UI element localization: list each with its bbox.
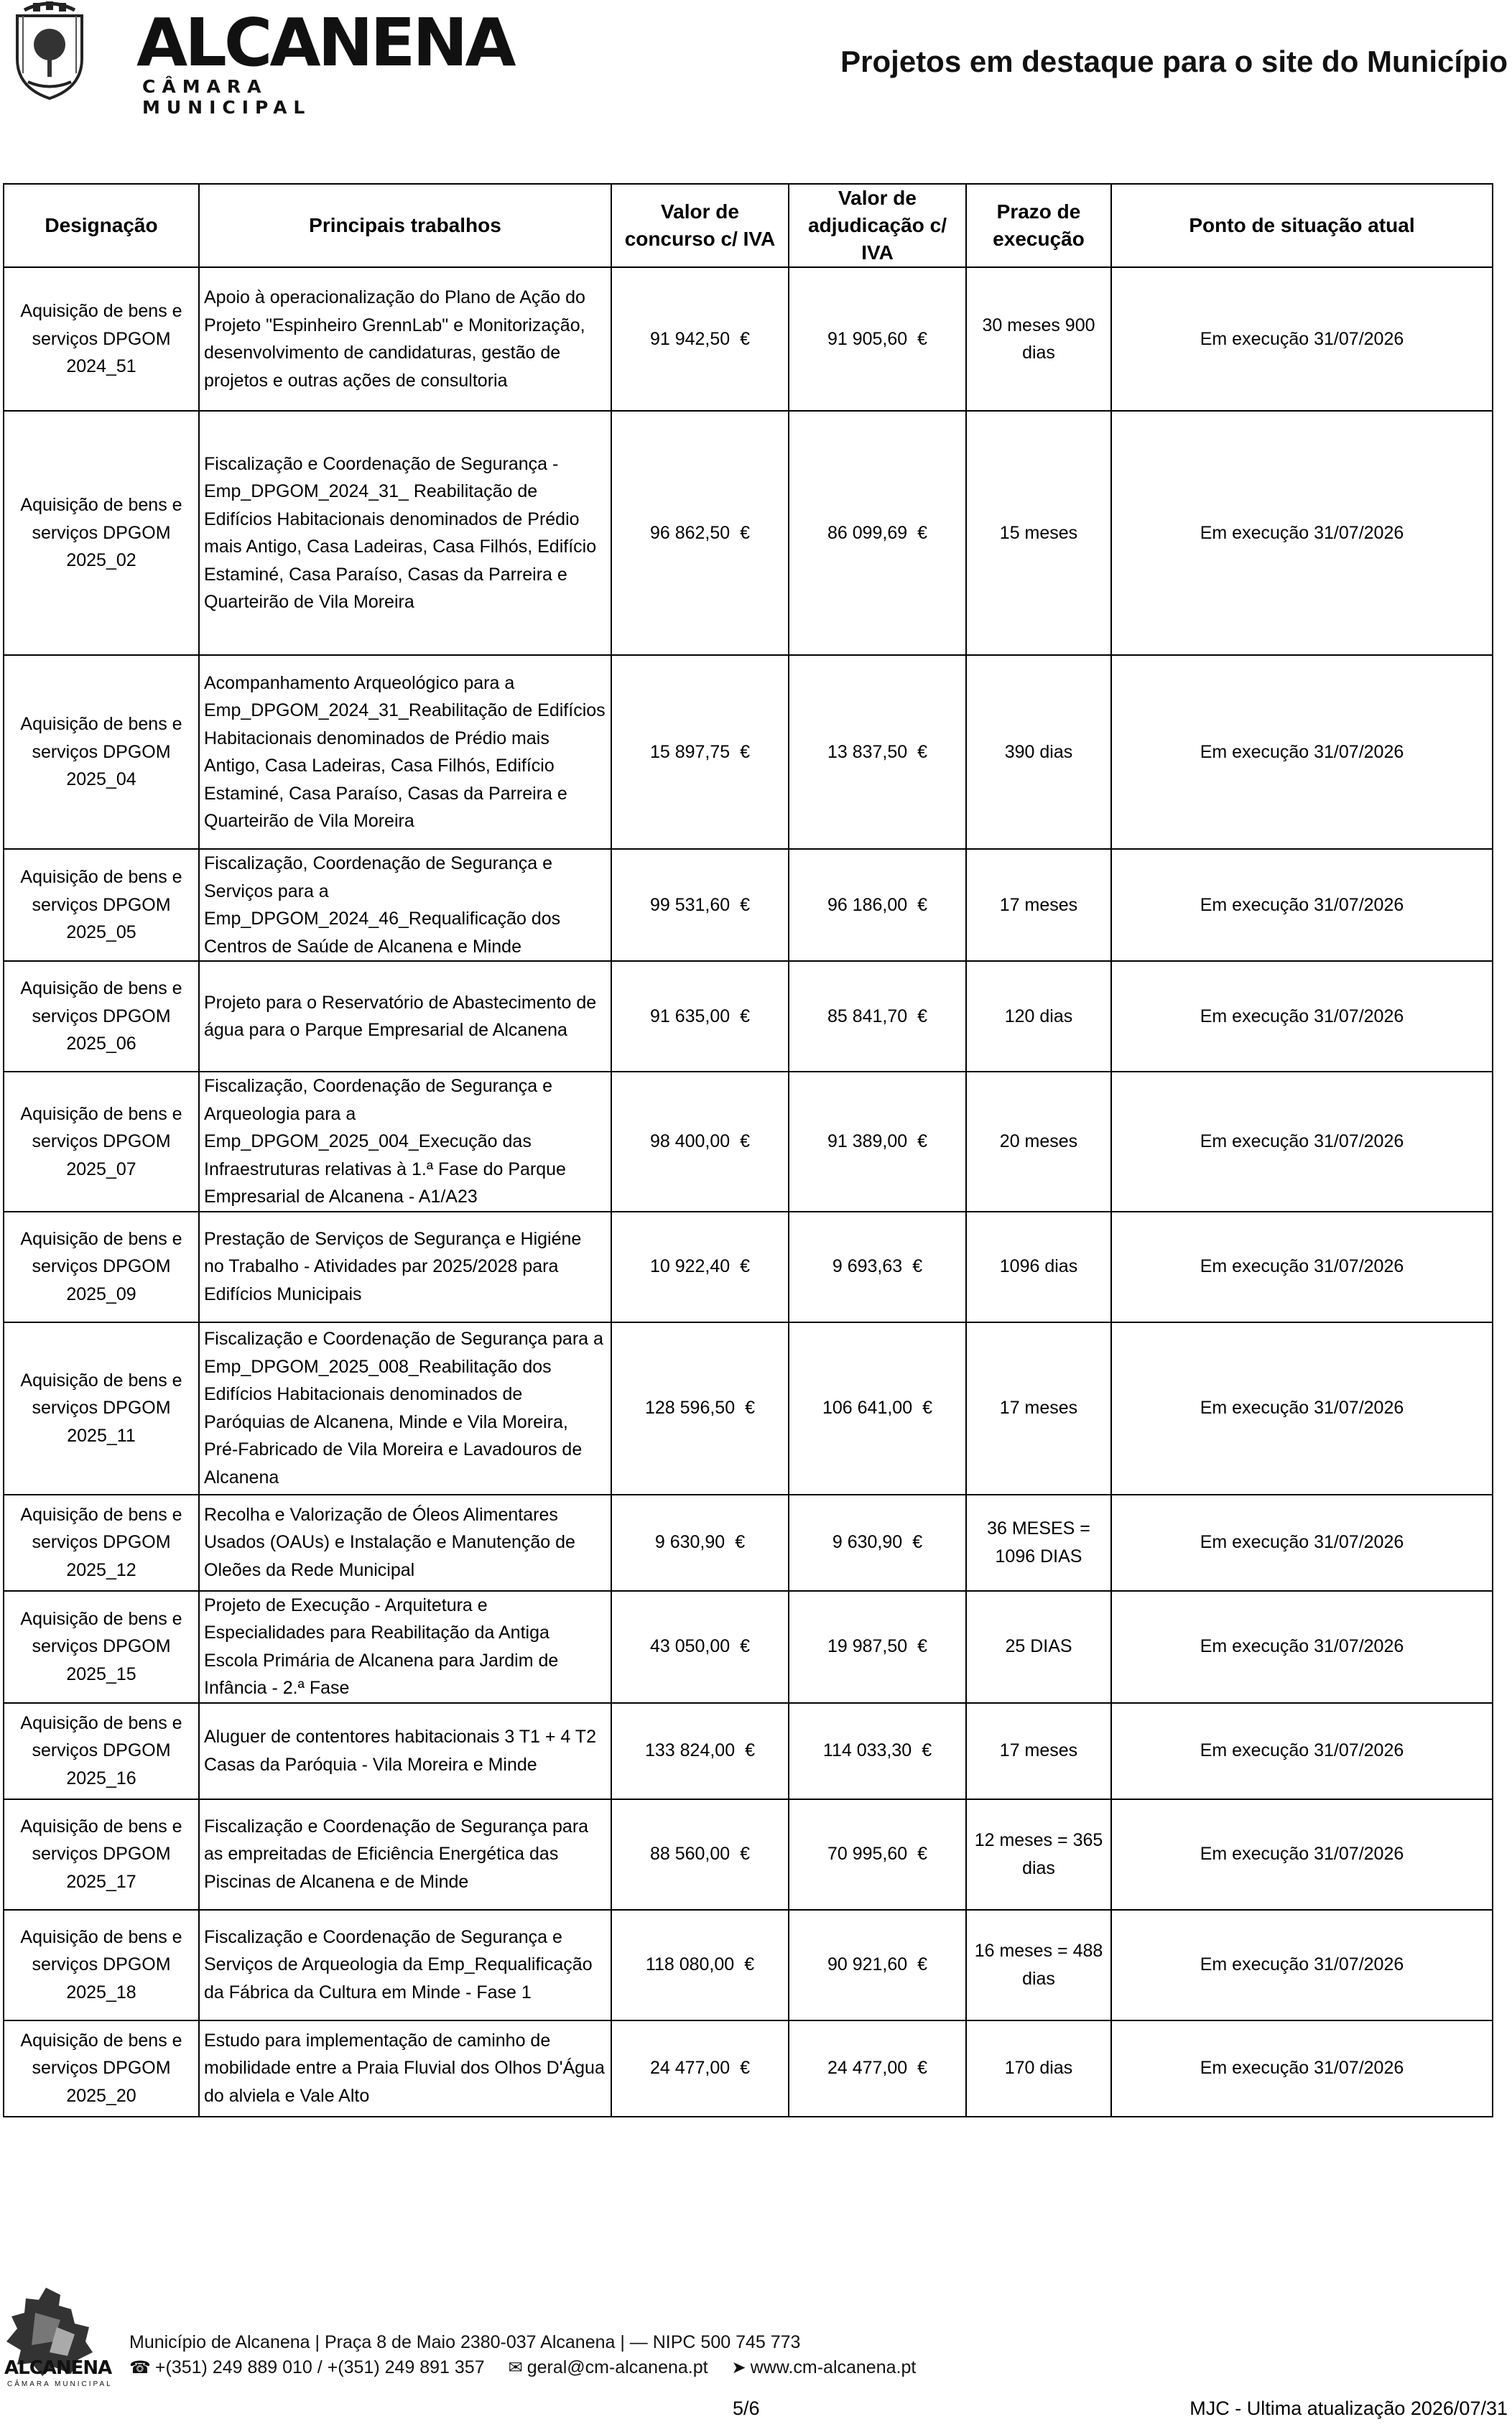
amount-value: 70 995,60	[827, 1844, 908, 1865]
cell-valor-adjudicacao	[789, 2020, 966, 2117]
cell-designacao: Aquisição de bens e serviços DPGOM 2025_05	[4, 849, 199, 961]
cell-estado: Em execução 31/07/2026	[1111, 2020, 1493, 2117]
euro-symbol: €	[740, 1844, 751, 1865]
euro-symbol: €	[917, 1954, 928, 1975]
cell-estado: Em execução 31/07/2026	[1111, 267, 1493, 411]
cell-valor-adjudicacao	[789, 961, 966, 1072]
page-number: 5/6	[733, 2398, 760, 2419]
cell-estado: Em execução 31/07/2026	[1111, 1591, 1493, 1703]
cell-trabalhos: Fiscalização, Coordenação de Segurança e Serviços para a Emp_DPGOM_2024_46_Requalificação dos Centros de Saúde de Alcanena e Minde	[199, 849, 611, 961]
cell-prazo: 17 meses	[966, 849, 1111, 961]
footer-website[interactable]: www.cm-alcanena.pt	[750, 2357, 917, 2377]
amount-value: 86 099,69	[827, 522, 908, 543]
cell-trabalhos: Apoio à operacionalização do Plano de Ação do Projeto "Espinheiro GrennLab" e Monitorização, desenvolvimento de candidaturas, gestão de projetos e outras ações de consultoria	[199, 267, 611, 411]
cell-valor-concurso	[611, 1910, 789, 2020]
euro-symbol: €	[912, 1256, 923, 1277]
euro-symbol: €	[922, 1398, 933, 1419]
cell-estado: Em execução 31/07/2026	[1111, 1495, 1493, 1591]
table-row	[4, 1703, 1493, 1799]
cell-prazo: 15 meses	[966, 411, 1111, 655]
column-header-concurso: Valor de concurso c/ IVA	[611, 184, 789, 267]
table-row	[4, 849, 1493, 961]
cell-designacao: Aquisição de bens e serviços DPGOM 2025_12	[4, 1495, 199, 1591]
cell-estado: Em execução 31/07/2026	[1111, 1703, 1493, 1799]
cell-valor-concurso	[611, 267, 789, 411]
cell-designacao: Aquisição de bens e serviços DPGOM 2025_04	[4, 655, 199, 849]
amount-value: 106 641,00	[822, 1398, 913, 1419]
cell-valor-adjudicacao	[789, 1322, 966, 1495]
cell-designacao: Aquisição de bens e serviços DPGOM 2025_16	[4, 1703, 199, 1799]
cell-prazo: 17 meses	[966, 1322, 1111, 1495]
column-header-adjudicacao: Valor de adjudicação c/ IVA	[789, 184, 966, 267]
cell-valor-adjudicacao	[789, 1591, 966, 1703]
euro-symbol: €	[917, 894, 928, 915]
cell-trabalhos: Aluguer de contentores habitacionais 3 T1 + 4 T2 Casas da Paróquia - Vila Moreira e Minde	[199, 1703, 611, 1799]
euro-symbol: €	[740, 894, 751, 915]
cell-estado: Em execução 31/07/2026	[1111, 961, 1493, 1072]
cell-valor-concurso	[611, 1591, 789, 1703]
cell-trabalhos: Projeto de Execução - Arquitetura e Especialidades para Reabilitação da Antiga Escola Primária de Alcanena para Jardim de Infância - 2.ª Fase	[199, 1591, 611, 1703]
amount-value: 128 596,50	[644, 1398, 736, 1419]
cell-valor-concurso	[611, 1072, 789, 1212]
municipality-logo	[136, 4, 514, 118]
table-row	[4, 655, 1493, 849]
last-update: MJC - Ultima atualização 2026/07/31	[1189, 2398, 1508, 2419]
amount-value: 85 841,70	[827, 1006, 908, 1026]
mail-icon: ✉	[508, 2358, 523, 2377]
cell-prazo: 170 dias	[966, 2020, 1111, 2117]
euro-symbol: €	[917, 2058, 928, 2079]
footer-phone: +(351) 249 889 010 / +(351) 249 891 357	[154, 2357, 485, 2377]
footer-logo-word: ALCANENA	[4, 2357, 112, 2379]
table-row	[4, 1495, 1493, 1591]
cell-trabalhos: Prestação de Serviços de Segurança e Higiéne no Trabalho - Atividades par 2025/2028 para Edifícios Municipais	[199, 1212, 611, 1322]
euro-symbol: €	[917, 1006, 928, 1026]
cell-estado: Em execução 31/07/2026	[1111, 411, 1493, 655]
amount-value: 88 560,00	[649, 1844, 731, 1865]
cell-valor-adjudicacao	[789, 1910, 966, 2020]
cell-prazo: 25 DIAS	[966, 1591, 1111, 1703]
cell-estado: Em execução 31/07/2026	[1111, 1322, 1493, 1495]
cell-prazo: 390 dias	[966, 655, 1111, 849]
cell-valor-concurso	[611, 1495, 789, 1591]
cell-estado: Em execução 31/07/2026	[1111, 655, 1493, 849]
euro-symbol: €	[917, 1844, 928, 1865]
logo-subtitle: CÂMARA MUNICIPAL	[142, 76, 312, 118]
amount-value: 19 987,50	[827, 1636, 908, 1657]
column-header-prazo: Prazo de execução	[966, 184, 1111, 267]
column-header-trabalhos: Principais trabalhos	[199, 184, 611, 267]
cell-valor-adjudicacao	[789, 849, 966, 961]
cell-designacao: Aquisição de bens e serviços DPGOM 2025_09	[4, 1212, 199, 1322]
table-row	[4, 2020, 1493, 2117]
cell-prazo: 30 meses 900 dias	[966, 267, 1111, 411]
amount-value: 90 921,60	[827, 1954, 908, 1975]
cell-prazo: 120 dias	[966, 961, 1111, 1072]
table-row	[4, 1072, 1493, 1212]
amount-value: 24 477,00	[649, 2058, 731, 2079]
table-row	[4, 1322, 1493, 1495]
cell-trabalhos: Fiscalização e Coordenação de Segurança para a Emp_DPGOM_2025_008_Reabilitação dos Edifícios Habitacionais denominados de Paróquias de Alcanena, Minde e Vila Moreira, Pré-Fabricado de Vila Moreira e Lavadouros de Alcanena	[199, 1322, 611, 1495]
cell-designacao: Aquisição de bens e serviços DPGOM 2025_11	[4, 1322, 199, 1495]
amount-value: 91 635,00	[649, 1006, 731, 1026]
table-row	[4, 411, 1493, 655]
cell-valor-adjudicacao	[789, 411, 966, 655]
amount-value: 114 033,30	[822, 1740, 912, 1761]
euro-symbol: €	[917, 1636, 928, 1657]
cell-prazo: 36 MESES = 1096 DIAS	[966, 1495, 1111, 1591]
euro-symbol: €	[917, 522, 928, 543]
euro-symbol: €	[740, 2058, 751, 2079]
municipal-crest-icon	[3, 1, 96, 102]
euro-symbol: €	[745, 1740, 756, 1761]
cell-designacao: Aquisição de bens e serviços DPGOM 2025_15	[4, 1591, 199, 1703]
euro-symbol: €	[740, 522, 751, 543]
cell-valor-adjudicacao	[789, 1212, 966, 1322]
amount-value: 91 942,50	[649, 328, 731, 349]
cell-valor-adjudicacao	[789, 1799, 966, 1910]
amount-value: 99 531,60	[649, 894, 731, 915]
cell-trabalhos: Recolha e Valorização de Óleos Alimentares Usados (OAUs) e Instalação e Manutenção de Oleões da Rede Municipal	[199, 1495, 611, 1591]
table-row	[4, 961, 1493, 1072]
phone-icon: ☎	[129, 2358, 151, 2377]
cell-valor-concurso	[611, 1703, 789, 1799]
cell-valor-adjudicacao	[789, 1072, 966, 1212]
euro-symbol: €	[740, 741, 751, 762]
euro-symbol: €	[740, 1006, 751, 1026]
table-row	[4, 1591, 1493, 1703]
cell-designacao: Aquisição de bens e serviços DPGOM 2025_20	[4, 2020, 199, 2117]
column-header-estado: Ponto de situação atual	[1111, 184, 1493, 267]
cell-designacao: Aquisição de bens e serviços DPGOM 2025_18	[4, 1910, 199, 2020]
cell-trabalhos: Acompanhamento Arqueológico para a Emp_DPGOM_2024_31_Reabilitação de Edifícios Habitacionais denominados de Prédio mais Antigo, Casa Ladeiras, Casa Filhós, Edifício Estaminé, Casa Paraíso, Casas da Parreira e Quarteirão de Vila Moreira	[199, 655, 611, 849]
cell-designacao: Aquisição de bens e serviços DPGOM 2025_17	[4, 1799, 199, 1910]
amount-value: 133 824,00	[644, 1740, 736, 1761]
amount-value: 98 400,00	[649, 1131, 731, 1151]
cell-valor-adjudicacao	[789, 1495, 966, 1591]
cell-estado: Em execução 31/07/2026	[1111, 1212, 1493, 1322]
amount-value: 91 905,60	[827, 328, 908, 349]
cell-valor-concurso	[611, 1212, 789, 1322]
cell-estado: Em execução 31/07/2026	[1111, 1910, 1493, 2020]
amount-value: 9 630,90	[654, 1532, 725, 1553]
cell-designacao: Aquisição de bens e serviços DPGOM 2025_07	[4, 1072, 199, 1212]
amount-value: 91 389,00	[827, 1131, 908, 1151]
cell-valor-adjudicacao	[789, 655, 966, 849]
cell-valor-concurso	[611, 961, 789, 1072]
euro-symbol: €	[740, 1131, 751, 1151]
euro-symbol: €	[740, 328, 751, 349]
amount-value: 24 477,00	[827, 2058, 908, 2079]
euro-symbol: €	[922, 1740, 932, 1761]
footer-address: Município de Alcanena | Praça 8 de Maio 2380-037 Alcanena | — NIPC 500 745 773	[129, 2332, 801, 2352]
euro-symbol: €	[740, 1636, 751, 1657]
cell-designacao: Aquisição de bens e serviços DPGOM 2025_02	[4, 411, 199, 655]
cell-trabalhos: Estudo para implementação de caminho de mobilidade entre a Praia Fluvial dos Olhos D'Água do alviela e Vale Alto	[199, 2020, 611, 2117]
footer-email[interactable]: geral@cm-alcanena.pt	[527, 2357, 708, 2377]
euro-symbol: €	[735, 1532, 746, 1553]
cell-prazo: 12 meses = 365 dias	[966, 1799, 1111, 1910]
cell-trabalhos: Projeto para o Reservatório de Abastecimento de água para o Parque Empresarial de Alcanena	[199, 961, 611, 1072]
euro-symbol: €	[745, 1398, 756, 1419]
amount-value: 43 050,00	[649, 1636, 731, 1657]
amount-value: 96 862,50	[649, 522, 731, 543]
euro-symbol: €	[740, 1256, 751, 1277]
page-title: Projetos em destaque para o site do Município	[840, 45, 1508, 78]
euro-symbol: €	[912, 1532, 923, 1553]
cell-designacao: Aquisição de bens e serviços DPGOM 2024_51	[4, 267, 199, 411]
table-header-row	[4, 184, 1493, 267]
table-row	[4, 1212, 1493, 1322]
amount-value: 96 186,00	[827, 894, 908, 915]
cell-estado: Em execução 31/07/2026	[1111, 849, 1493, 961]
cell-valor-adjudicacao	[789, 1703, 966, 1799]
cell-trabalhos: Fiscalização e Coordenação de Segurança - Emp_DPGOM_2024_31_ Reabilitação de Edifícios Habitacionais denominados de Prédio mais Antigo, Casa Ladeiras, Casa Filhós, Edifício Estaminé, Casa Paraíso, Casas da Parreira e Quarteirão de Vila Moreira	[199, 411, 611, 655]
page-header	[0, 0, 1512, 118]
cell-valor-concurso	[611, 2020, 789, 2117]
cell-trabalhos: Fiscalização, Coordenação de Segurança e Arqueologia para a Emp_DPGOM_2025_004_Execução das Infraestruturas relativas à 1.ª Fase do Parque Empresarial de Alcanena - A1/A23	[199, 1072, 611, 1212]
euro-symbol: €	[744, 1954, 755, 1975]
cell-prazo: 17 meses	[966, 1703, 1111, 1799]
cell-valor-concurso	[611, 411, 789, 655]
cell-prazo: 20 meses	[966, 1072, 1111, 1212]
footer-logo-subtitle: CÂMARA MUNICIPAL	[7, 2380, 113, 2388]
cell-prazo: 16 meses = 488 dias	[966, 1910, 1111, 2020]
cell-valor-concurso	[611, 1322, 789, 1495]
logo-word: ALCANENA	[136, 4, 514, 81]
pointer-icon: ➤	[731, 2358, 746, 2377]
table-row	[4, 1799, 1493, 1910]
euro-symbol: €	[917, 328, 928, 349]
table-row	[4, 1910, 1493, 2020]
cell-designacao: Aquisição de bens e serviços DPGOM 2025_06	[4, 961, 199, 1072]
amount-value: 9 693,63	[832, 1256, 903, 1277]
amount-value: 9 630,90	[832, 1532, 903, 1553]
amount-value: 15 897,75	[649, 741, 731, 762]
amount-value: 118 080,00	[645, 1954, 735, 1975]
cell-valor-adjudicacao	[789, 267, 966, 411]
euro-symbol: €	[917, 741, 928, 762]
footer-contacts	[129, 2357, 916, 2378]
euro-symbol: €	[917, 1131, 928, 1151]
cell-valor-concurso	[611, 849, 789, 961]
column-header-designacao: Designação	[4, 184, 199, 267]
table-row	[4, 267, 1493, 411]
cell-valor-concurso	[611, 1799, 789, 1910]
cell-estado: Em execução 31/07/2026	[1111, 1072, 1493, 1212]
cell-prazo: 1096 dias	[966, 1212, 1111, 1322]
cell-estado: Em execução 31/07/2026	[1111, 1799, 1493, 1910]
amount-value: 10 922,40	[649, 1256, 731, 1277]
cell-valor-concurso	[611, 655, 789, 849]
cell-trabalhos: Fiscalização e Coordenação de Segurança para as empreitadas de Eficiência Energética das Piscinas de Alcanena e de Minde	[199, 1799, 611, 1910]
cell-trabalhos: Fiscalização e Coordenação de Segurança e Serviços de Arqueologia da Emp_Requalificação da Fábrica da Cultura em Minde - Fase 1	[199, 1910, 611, 2020]
amount-value: 13 837,50	[827, 741, 908, 762]
projects-table	[3, 183, 1493, 2117]
